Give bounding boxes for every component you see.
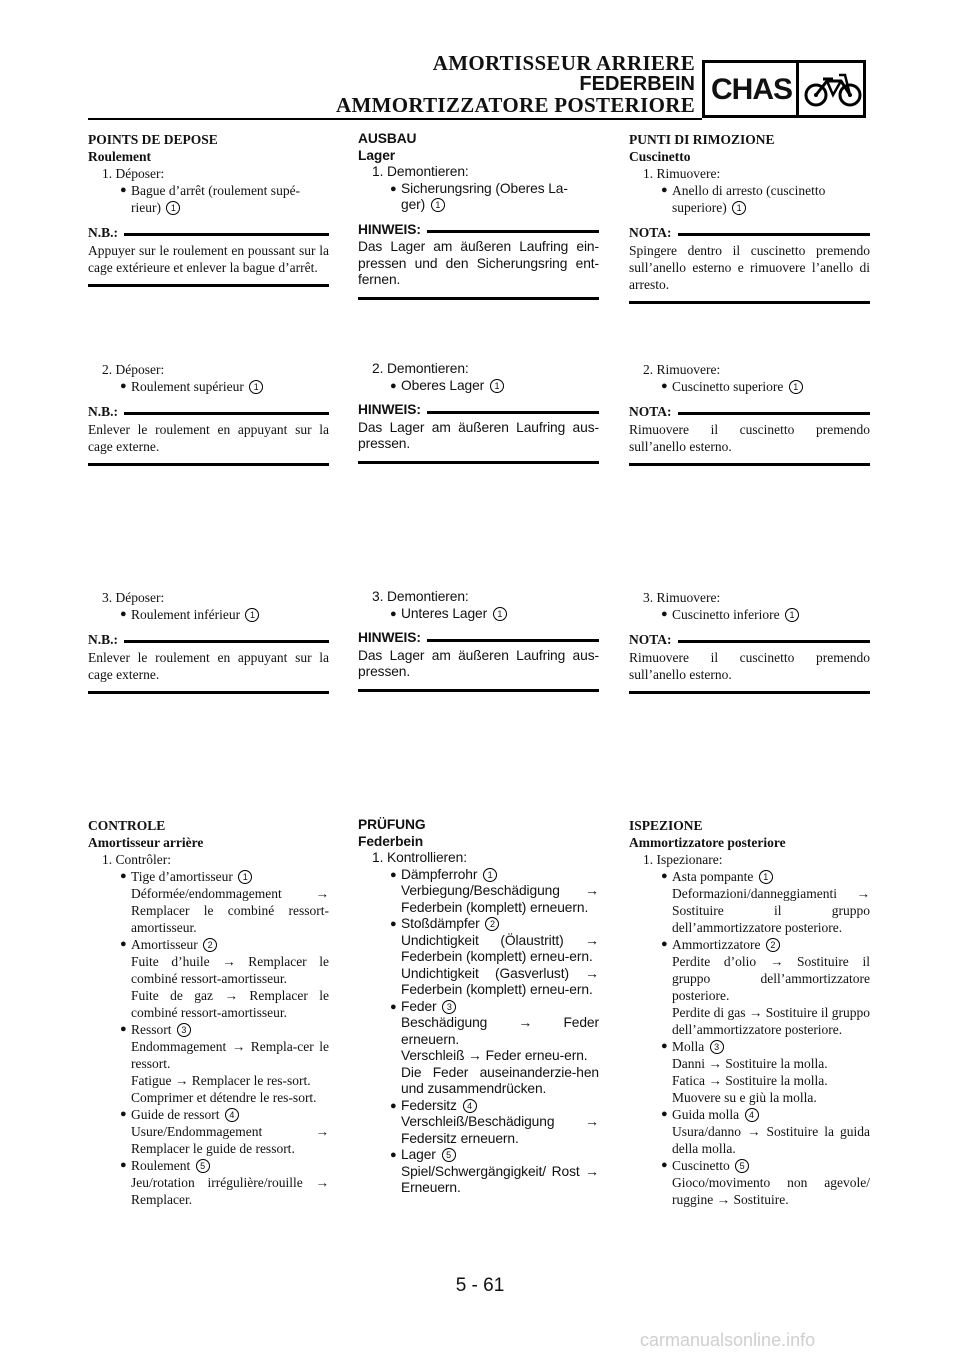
de-step: 2. Demontieren: [372, 361, 469, 376]
list-item-detail: Undichtigkeit (Ölaustritt) → Federbein (komplett) erneu-ern. [401, 932, 599, 964]
list-item: ● Roulement 5 [88, 1157, 329, 1174]
list-item-detail: Fuite de gaz → Remplacer le combiné ressort-amortisseur. [131, 988, 329, 1020]
note-end-rule [629, 463, 870, 466]
list-item: ● Oberes Lager 1 [358, 378, 599, 395]
page-title-de: FEDERBEIN [579, 73, 695, 95]
list-item-detail: Verschleiß → Feder erneu-ern. [401, 1048, 588, 1063]
note-header: N.B.: [88, 631, 329, 648]
fr-heading: CONTROLE [88, 818, 166, 833]
note-text: Enlever le roulement en appuyant sur la cage externe. [88, 650, 329, 682]
list-item: ● Federsitz 4 [358, 1098, 599, 1115]
de-section-removal-2 [358, 361, 599, 464]
list-item-detail: Usure/Endommagement → Remplacer le guide de ressort. [131, 1124, 329, 1156]
fr-step: 2. Déposer: [102, 362, 165, 377]
list-item: ● Ammortizzatore 2 [629, 936, 870, 953]
list-item-detail: Undichtigkeit (Gasverlust) → Federbein (komplett) erneu-ern. [401, 965, 599, 997]
it-subheading: Cuscinetto [629, 149, 691, 164]
list-item: ● Ressort 3 [88, 1021, 329, 1038]
list-item: ● Sicherungsring (Oberes La- [390, 180, 568, 196]
list-item-detail: Beschädigung → Feder erneuern. [401, 1015, 599, 1047]
note-text: Das Lager am äußeren Laufring aus-pressen. [358, 647, 599, 679]
list-item-detail: Fatigue → Remplacer le res-sort. [131, 1073, 311, 1088]
de-step: 1. Demontieren: [372, 164, 469, 179]
note-end-rule [88, 463, 329, 466]
fr-section-removal-2 [88, 361, 329, 466]
list-item-detail: Jeu/rotation irrégulière/rouille → Remplacer. [131, 1175, 329, 1207]
header-titles [336, 52, 695, 116]
list-item: ● Guide de ressort 4 [88, 1106, 329, 1123]
de-heading: PRÜFUNG [358, 817, 426, 832]
it-step: 1. Ispezionare: [643, 852, 723, 867]
fr-heading: POINTS DE DEPOSE [88, 132, 218, 147]
list-item-cont: superiore) 1 [629, 199, 870, 216]
list-item-detail: Deformazioni/danneggiamenti → Sostituire il gruppo dell’ammortizzatore posteriore. [672, 886, 870, 935]
it-section-inspection [629, 817, 870, 1208]
list-item-detail: Perdite d’olio → Sostituire il gruppo dell’ammortizzatore posteriore. [672, 954, 870, 1003]
page-number: 5 - 61 [455, 1275, 505, 1296]
badge-divider [796, 63, 799, 115]
de-step: 1. Kontrollieren: [372, 850, 467, 865]
list-item: ● Cuscinetto 5 [629, 1157, 870, 1174]
fr-step: 3. Déposer: [102, 590, 165, 605]
note-header: NOTA: [629, 224, 870, 241]
de-subheading: Federbein [358, 833, 424, 849]
note-text: Das Lager am äußeren Laufring ein-pressen und den Sicherungsring ent-fernen. [358, 239, 599, 287]
list-item-detail: Verschleiß/Beschädigung → Federsitz erneuern. [401, 1114, 599, 1146]
note-header: NOTA: [629, 631, 870, 648]
note-end-rule [358, 297, 599, 300]
header-rule [88, 118, 702, 120]
fr-section-inspection [88, 817, 329, 1208]
list-item-detail: Perdite di gas → Sostituire il gruppo dell’ammortizzatore posteriore. [672, 1005, 870, 1037]
de-subheading: Lager [358, 147, 396, 163]
it-heading: ISPEZIONE [629, 818, 703, 833]
list-item: ● Cuscinetto inferiore 1 [629, 606, 870, 623]
it-step: 2. Rimuovere: [643, 362, 721, 377]
list-item: ● Cuscinetto superiore 1 [629, 378, 870, 395]
note-text: Spingere dentro il cuscinetto premendo sull’anello esterno e rimuovere l’anello di arresto. [629, 243, 870, 292]
list-item: ● Tige d’amortisseur 1 [88, 868, 329, 885]
list-item-detail: Verbiegung/Beschädigung → Federbein (komplett) erneuern. [401, 883, 599, 915]
note-text: Das Lager am äußeren Laufring aus-pressen. [358, 419, 599, 451]
list-item: ● Unteres Lager 1 [358, 606, 599, 623]
chas-label: CHAS [711, 73, 793, 106]
note-text: Rimuovere il cuscinetto premendo sull’anello esterno. [629, 650, 870, 682]
de-section-removal-1 [358, 131, 599, 300]
list-item: ● Lager 5 [358, 1147, 599, 1164]
list-item: ● Anello di arresto (cuscinetto [661, 183, 826, 198]
it-section-removal-2 [629, 361, 870, 466]
note-end-rule [358, 461, 599, 464]
motorcycle-icon [803, 67, 863, 113]
note-header: N.B.: [88, 224, 329, 241]
note-text: Rimuovere il cuscinetto premendo sull’anello esterno. [629, 422, 870, 454]
list-item: ● Asta pompante 1 [629, 868, 870, 885]
de-section-inspection [358, 817, 599, 1197]
list-item-detail: Muovere su e giù la molla. [672, 1090, 817, 1105]
page-title-fr: AMORTISSEUR ARRIERE [432, 51, 695, 75]
list-item-detail: Fuite d’huile → Remplacer le combiné ressort-amortisseur. [131, 954, 329, 986]
fr-section-removal-1 [88, 131, 329, 287]
note-header: HINWEIS: [358, 630, 599, 647]
note-end-rule [629, 691, 870, 694]
it-step: 1. Rimuovere: [643, 166, 721, 181]
list-item: ● Roulement supérieur 1 [88, 378, 329, 395]
note-text: Enlever le roulement en appuyant sur la cage externe. [88, 422, 329, 454]
fr-subheading: Amortisseur arrière [88, 835, 204, 850]
list-item-detail: Endommagement → Rempla-cer le ressort. [131, 1039, 329, 1071]
note-text: Appuyer sur le roulement en poussant sur la cage extérieure et enlever la bague d’arrêt. [88, 243, 329, 275]
list-item: ● Amortisseur 2 [88, 936, 329, 953]
list-item-detail: Spiel/Schwergängigkeit/ Rost → Erneuern. [401, 1163, 599, 1195]
it-subheading: Ammortizzatore posteriore [629, 835, 786, 850]
list-item: ● Feder 3 [358, 999, 599, 1016]
section-badge [702, 60, 866, 118]
watermark: carmanualsonline.info [640, 1330, 816, 1350]
fr-step: 1. Déposer: [102, 166, 165, 181]
list-item-detail: Gioco/movimento non agevole/ ruggine → Sostituire. [672, 1175, 870, 1207]
note-end-rule [88, 691, 329, 694]
list-item-detail: Die Feder auseinanderzie-hen und zusammendrücken. [401, 1064, 599, 1096]
list-item: ● Stoßdämpfer 2 [358, 916, 599, 933]
list-item-detail: Comprimer et détendre le res-sort. [131, 1090, 317, 1105]
list-item-detail: Fatica → Sostituire la molla. [672, 1073, 828, 1088]
list-item: ● Roulement inférieur 1 [88, 606, 329, 623]
note-end-rule [88, 284, 329, 287]
note-header: N.B.: [88, 403, 329, 420]
fr-subheading: Roulement [88, 149, 151, 164]
note-end-rule [358, 689, 599, 692]
list-item-detail: Déformée/endommagement → Remplacer le combiné ressort-amortisseur. [131, 886, 329, 935]
note-header: HINWEIS: [358, 222, 599, 239]
list-item: ● Guida molla 4 [629, 1106, 870, 1123]
fr-step: 1. Contrôler: [102, 852, 171, 867]
list-item: ● Bague d’arrêt (roulement supé- [120, 183, 301, 198]
it-section-removal-3 [629, 589, 870, 694]
list-item: ● Dämpferrohr 1 [358, 867, 599, 884]
list-item-detail: Danni → Sostituire la molla. [672, 1056, 828, 1071]
page-title-it: AMMORTIZZATORE POSTERIORE [336, 93, 695, 117]
note-end-rule [629, 301, 870, 304]
list-item-detail: Usura/danno → Sostituire la guida della molla. [672, 1124, 870, 1156]
it-step: 3. Rimuovere: [643, 590, 721, 605]
de-heading: AUSBAU [358, 131, 417, 146]
list-item-cont: rieur) 1 [88, 199, 329, 216]
note-header: NOTA: [629, 403, 870, 420]
it-section-removal-1 [629, 131, 870, 304]
list-item-cont: ger) 1 [358, 197, 599, 214]
note-header: HINWEIS: [358, 402, 599, 419]
it-heading: PUNTI DI RIMOZIONE [629, 132, 775, 147]
fr-section-removal-3 [88, 589, 329, 694]
list-item: ● Molla 3 [629, 1038, 870, 1055]
de-step: 3. Demontieren: [372, 589, 469, 604]
de-section-removal-3 [358, 589, 599, 692]
